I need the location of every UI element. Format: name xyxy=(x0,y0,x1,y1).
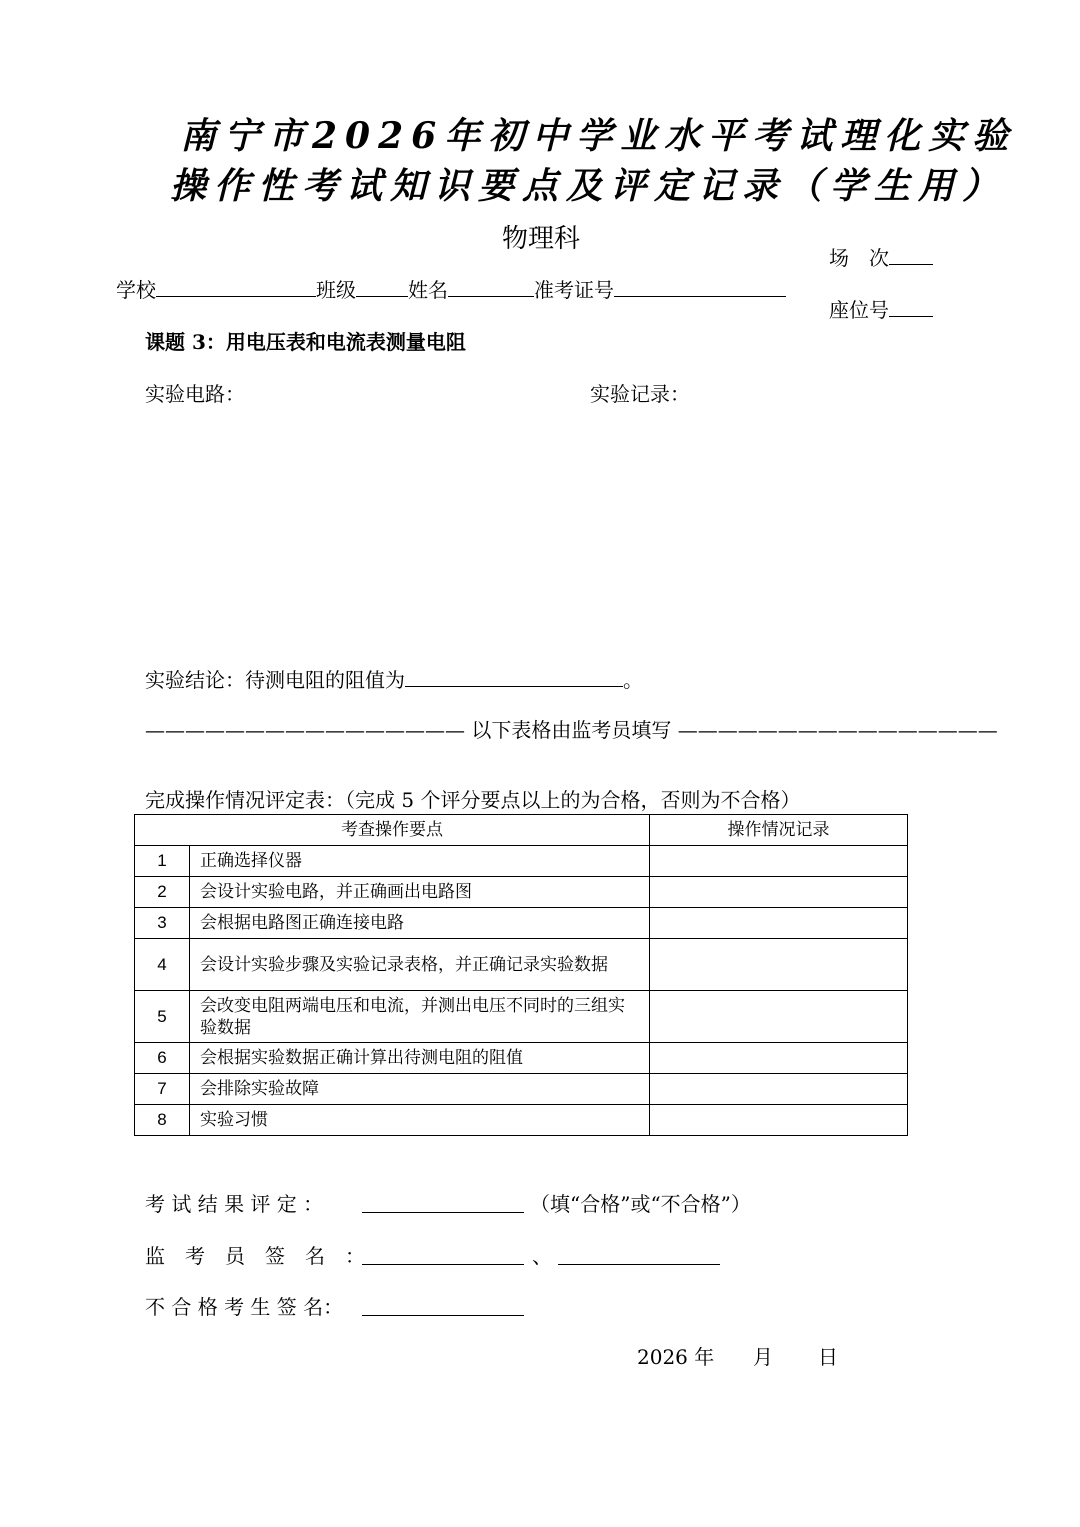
row-record-cell[interactable] xyxy=(650,1105,908,1136)
class-blank[interactable] xyxy=(356,276,408,297)
row-number: 6 xyxy=(135,1043,190,1074)
seat-blank[interactable] xyxy=(889,296,933,317)
table-caption: 完成操作情况评定表：（完成 5 个评分要点以上的为合格，否则为不合格） xyxy=(145,788,801,812)
failed-student-blank[interactable] xyxy=(362,1295,524,1316)
divider-left: ———————————————— xyxy=(145,718,465,742)
table-row xyxy=(135,1074,908,1105)
divider xyxy=(145,714,998,743)
date-year: 2026 年 xyxy=(637,1345,715,1369)
row-point: 实验习惯 xyxy=(190,1105,650,1136)
resistance-blank[interactable] xyxy=(405,666,623,687)
table-row xyxy=(135,846,908,877)
date-month: 月 xyxy=(753,1345,773,1369)
school-blank[interactable] xyxy=(156,276,316,297)
row-point: 会根据实验数据正确计算出待测电阻的阻值 xyxy=(190,1043,650,1074)
result-label: 考 试 结 果 评 定 ： xyxy=(145,1192,324,1216)
student-info-row xyxy=(116,274,786,303)
table-header-row xyxy=(135,815,908,846)
conclusion-prefix: 实验结论：待测电阻的阻值为 xyxy=(145,668,405,692)
row-number: 8 xyxy=(135,1105,190,1136)
row-number: 4 xyxy=(135,939,190,991)
invigilator-blank-2[interactable] xyxy=(558,1244,720,1265)
row-point: 会根据电路图正确连接电路 xyxy=(190,908,650,939)
divider-right: ———————————————— xyxy=(677,718,998,742)
record-label: 实验记录： xyxy=(590,382,690,406)
row-record-cell[interactable] xyxy=(650,877,908,908)
row-number: 7 xyxy=(135,1074,190,1105)
subject-title: 物理科 xyxy=(502,224,581,254)
evaluation-table xyxy=(134,814,908,1136)
row-point: 会排除实验故障 xyxy=(190,1074,650,1105)
failed-student-label: 不 合 格 考 生 签 名： xyxy=(145,1295,344,1319)
row-point: 会设计实验步骤及实验记录表格，并正确记录实验数据 xyxy=(190,939,650,991)
row-number: 1 xyxy=(135,846,190,877)
row-point: 正确选择仪器 xyxy=(190,846,650,877)
session-label: 场 次 xyxy=(829,246,889,270)
page-title-line2: 操作性考试知识要点及评定记录（学生用） xyxy=(170,165,1007,207)
page-title-line1: 南宁市2026年初中学业水平考试理化实验 xyxy=(180,115,1017,157)
exam-id-label: 准考证号 xyxy=(534,278,614,302)
row-point: 会设计实验电路，并正确画出电路图 xyxy=(190,877,650,908)
circuit-label: 实验电路： xyxy=(145,382,245,406)
row-record-cell[interactable] xyxy=(650,991,908,1043)
row-record-cell[interactable] xyxy=(650,846,908,877)
header-points: 考查操作要点 xyxy=(135,815,650,846)
invigilator-separator: 、 xyxy=(532,1244,552,1268)
session-field xyxy=(829,242,933,271)
table-row xyxy=(135,1105,908,1136)
class-label: 班级 xyxy=(316,278,356,302)
table-row xyxy=(135,908,908,939)
row-record-cell[interactable] xyxy=(650,1074,908,1105)
invigilator-label: 监 考 员 签 名 ： xyxy=(145,1244,365,1268)
seat-label: 座位号 xyxy=(829,298,889,322)
result-blank[interactable] xyxy=(362,1192,524,1213)
topic-heading: 课题 3：用电压表和电流表测量电阻 xyxy=(145,330,466,354)
table-row xyxy=(135,939,908,991)
row-record-cell[interactable] xyxy=(650,939,908,991)
name-blank[interactable] xyxy=(448,276,534,297)
table-row xyxy=(135,877,908,908)
conclusion-line xyxy=(145,664,643,693)
row-point: 会改变电阻两端电压和电流，并测出电压不同时的三组实验数据 xyxy=(190,991,650,1043)
session-blank[interactable] xyxy=(889,244,933,265)
table-row xyxy=(135,991,908,1043)
invigilator-blank-1[interactable] xyxy=(362,1244,524,1265)
date-day: 日 xyxy=(818,1345,838,1369)
header-record: 操作情况记录 xyxy=(650,815,908,846)
row-number: 2 xyxy=(135,877,190,908)
conclusion-suffix: 。 xyxy=(623,668,643,692)
seat-field xyxy=(829,294,933,323)
row-number: 5 xyxy=(135,991,190,1043)
name-label: 姓名 xyxy=(408,278,448,302)
result-hint: （填“合格”或“不合格”） xyxy=(530,1192,751,1216)
exam-id-blank[interactable] xyxy=(614,276,786,297)
table-row xyxy=(135,1043,908,1074)
row-record-cell[interactable] xyxy=(650,1043,908,1074)
school-label: 学校 xyxy=(116,278,156,302)
divider-text: 以下表格由监考员填写 xyxy=(471,718,672,742)
row-number: 3 xyxy=(135,908,190,939)
row-record-cell[interactable] xyxy=(650,908,908,939)
